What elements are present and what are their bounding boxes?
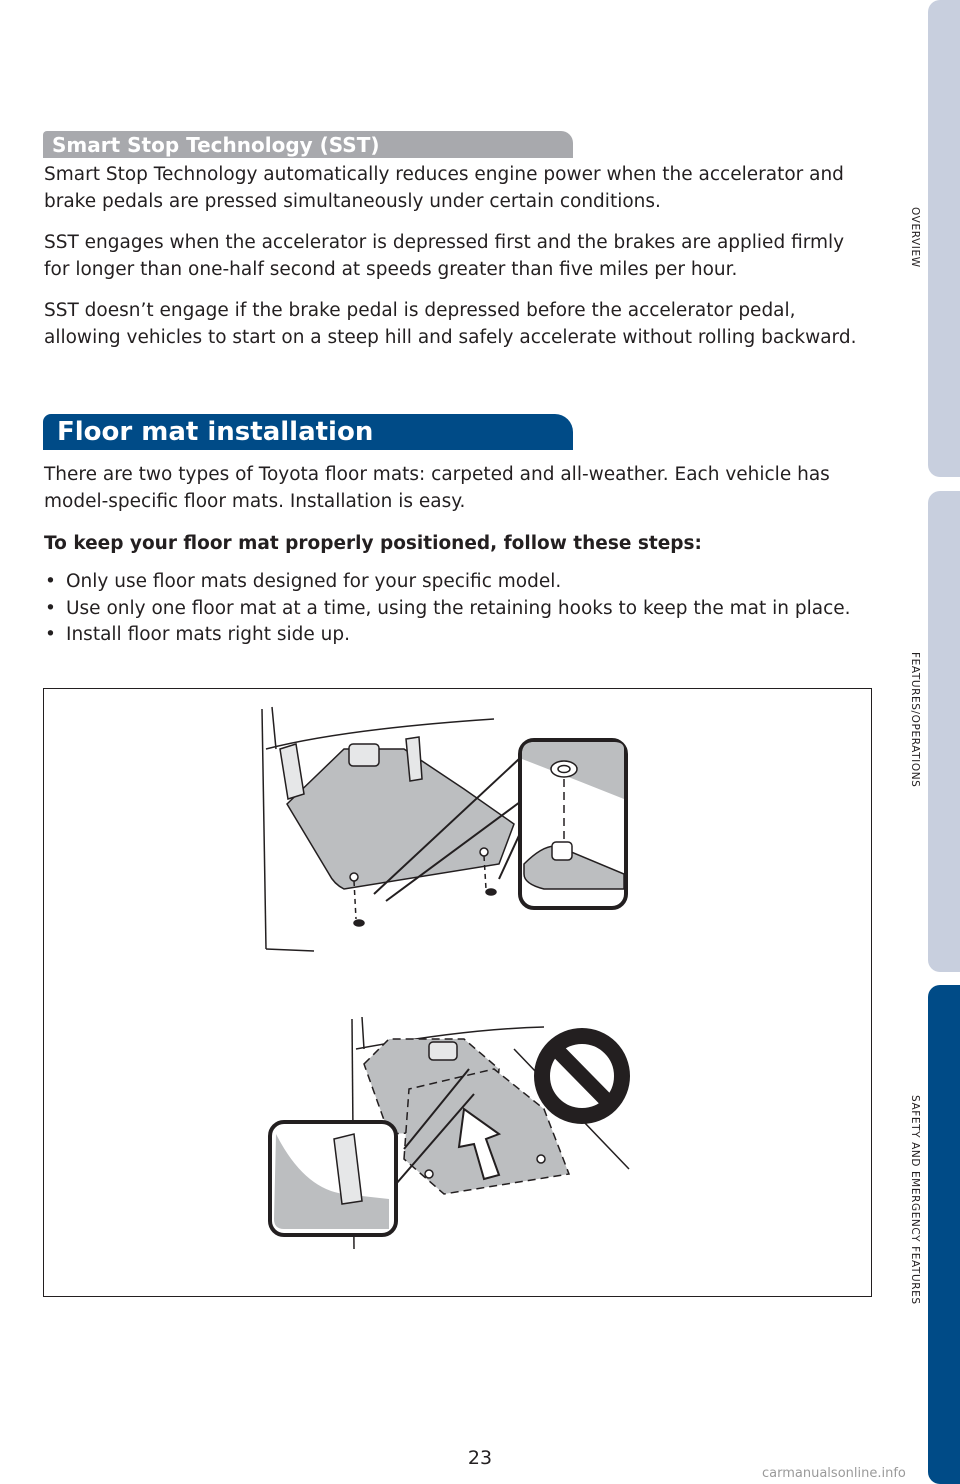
floor-mat-steps-list	[44, 569, 864, 649]
sst-section-header: Smart Stop Technology (SST)	[43, 131, 573, 158]
list-item: • Only use floor mats designed for your specific model.	[44, 569, 864, 596]
sst-paragraph-1: Smart Stop Technology automatically reduces engine power when the accelerator and brake pedals are pressed simultaneously under certain conditions.	[44, 164, 844, 212]
tab-label-overview: OVERVIEW	[909, 207, 921, 268]
tab-label-features: FEATURES/OPERATIONS	[909, 652, 921, 788]
list-item: • Use only one floor mat at a time, using the retaining hooks to keep the mat in place.	[44, 596, 864, 623]
section-tabs	[928, 0, 960, 1484]
tab-overview[interactable]	[928, 0, 960, 477]
sst-paragraph-3: SST doesn’t engage if the brake pedal is depressed before the accelerator pedal, allowing vehicles to start on a steep hill and safely accelerate without rolling backward.	[44, 300, 857, 348]
floor-mat-diagram	[44, 689, 873, 1298]
floor-mat-intro: There are two types of Toyota floor mats: carpeted and all-weather. Each vehicle has model-specific floor mats. Installation is easy.	[44, 464, 830, 512]
incorrect-installation-drawing	[270, 1017, 629, 1249]
list-item: • Install floor mats right side up.	[44, 622, 864, 649]
tab-label-safety: SAFETY AND EMERGENCY FEATURES	[909, 1095, 921, 1305]
watermark: carmanualsonline.info	[762, 1466, 906, 1481]
floor-mat-section-header: Floor mat installation	[43, 414, 573, 450]
tab-safety-emergency[interactable]	[928, 985, 960, 1484]
sst-paragraph-2: SST engages when the accelerator is depressed first and the brakes are applied firmly for longer than one-half second at speeds greater than five miles per hour.	[44, 232, 845, 280]
floor-mat-illustration	[43, 688, 872, 1297]
page-number: 23	[467, 1447, 493, 1469]
correct-installation-drawing	[262, 707, 626, 951]
tab-features-operations[interactable]	[928, 491, 960, 972]
floor-mat-steps-heading: To keep your floor mat properly positioned, follow these steps:	[44, 533, 702, 554]
